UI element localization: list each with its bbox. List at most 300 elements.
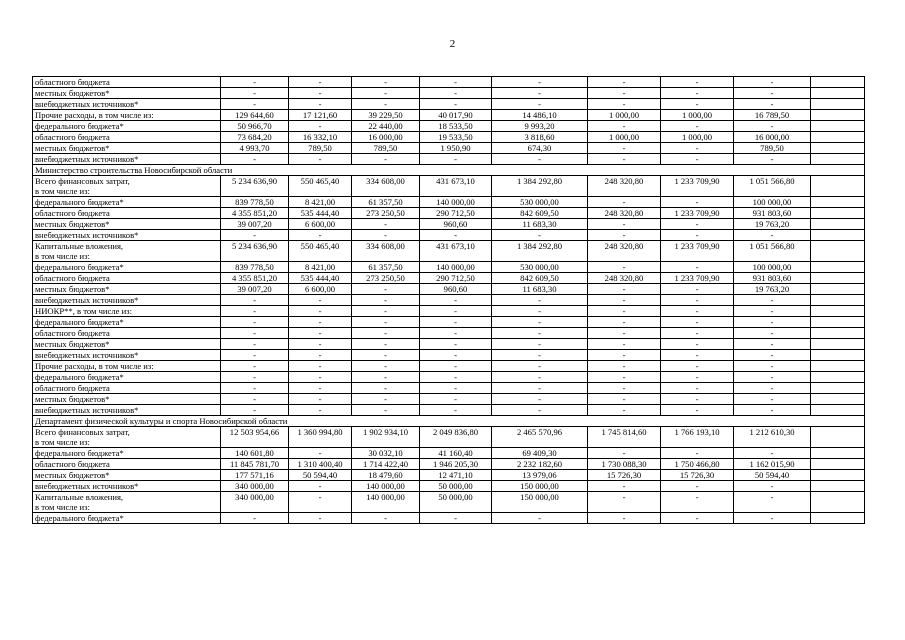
- value-cell: 550 465,40: [289, 176, 352, 197]
- value-cell: 2 465 570,96: [492, 427, 588, 448]
- value-cell: 248 320,80: [588, 176, 661, 197]
- table-row: [33, 306, 865, 317]
- value-cell: 19 533,50: [420, 132, 492, 143]
- empty-cell: [811, 208, 865, 219]
- row-label: Всего финансовых затрат, в том числе из:: [33, 176, 221, 197]
- value-cell: 4 355 851,20: [221, 208, 289, 219]
- value-cell: -: [289, 328, 352, 339]
- table-row: [33, 208, 865, 219]
- table-row: [33, 427, 865, 448]
- value-cell: 6 600,00: [289, 284, 352, 295]
- value-cell: -: [661, 230, 734, 241]
- value-cell: 1 745 814,60: [588, 427, 661, 448]
- value-cell: -: [420, 77, 492, 88]
- value-cell: -: [420, 350, 492, 361]
- value-cell: -: [420, 394, 492, 405]
- value-cell: -: [420, 328, 492, 339]
- value-cell: 340 000,00: [221, 481, 289, 492]
- value-cell: 1 000,00: [588, 132, 661, 143]
- table-row: [33, 339, 865, 350]
- row-label: федерального бюджета*: [33, 121, 221, 132]
- value-cell: 273 250,50: [352, 208, 420, 219]
- empty-cell: [811, 492, 865, 513]
- value-cell: -: [734, 405, 811, 416]
- table-row: [33, 372, 865, 383]
- value-cell: -: [588, 513, 661, 524]
- value-cell: -: [221, 306, 289, 317]
- value-cell: -: [289, 350, 352, 361]
- empty-cell: [811, 405, 865, 416]
- table-row: [33, 448, 865, 459]
- value-cell: -: [661, 339, 734, 350]
- empty-cell: [811, 262, 865, 273]
- value-cell: -: [420, 154, 492, 165]
- empty-cell: [811, 241, 865, 262]
- value-cell: -: [588, 372, 661, 383]
- value-cell: -: [221, 328, 289, 339]
- value-cell: -: [734, 121, 811, 132]
- value-cell: -: [352, 513, 420, 524]
- value-cell: -: [661, 99, 734, 110]
- value-cell: 431 673,10: [420, 241, 492, 262]
- row-label: местных бюджетов*: [33, 394, 221, 405]
- value-cell: -: [420, 405, 492, 416]
- value-cell: 1 946 205,30: [420, 459, 492, 470]
- row-label: Прочие расходы, в том числе из:: [33, 361, 221, 372]
- row-label: внебюджетных источников*: [33, 99, 221, 110]
- row-label: областного бюджета: [33, 328, 221, 339]
- value-cell: -: [492, 361, 588, 372]
- empty-cell: [811, 273, 865, 284]
- section-row: [33, 416, 865, 427]
- value-cell: 22 440,00: [352, 121, 420, 132]
- empty-cell: [811, 121, 865, 132]
- value-cell: -: [734, 230, 811, 241]
- value-cell: 5 234 636,90: [221, 241, 289, 262]
- value-cell: -: [289, 295, 352, 306]
- value-cell: -: [289, 383, 352, 394]
- value-cell: -: [661, 295, 734, 306]
- row-label: областного бюджета: [33, 459, 221, 470]
- value-cell: -: [420, 372, 492, 383]
- value-cell: 1 714 422,40: [352, 459, 420, 470]
- value-cell: -: [420, 383, 492, 394]
- value-cell: 431 673,10: [420, 176, 492, 197]
- value-cell: -: [221, 513, 289, 524]
- value-cell: -: [588, 405, 661, 416]
- value-cell: 1 902 934,10: [352, 427, 420, 448]
- value-cell: -: [492, 513, 588, 524]
- value-cell: -: [352, 295, 420, 306]
- value-cell: 960,60: [420, 284, 492, 295]
- value-cell: -: [420, 317, 492, 328]
- value-cell: 248 320,80: [588, 273, 661, 284]
- empty-cell: [811, 459, 865, 470]
- value-cell: -: [661, 143, 734, 154]
- value-cell: -: [352, 361, 420, 372]
- value-cell: -: [420, 339, 492, 350]
- value-cell: -: [492, 328, 588, 339]
- table-row: [33, 328, 865, 339]
- value-cell: -: [588, 328, 661, 339]
- value-cell: 3 818,60: [492, 132, 588, 143]
- value-cell: 1 051 566,80: [734, 241, 811, 262]
- value-cell: -: [661, 372, 734, 383]
- value-cell: -: [221, 77, 289, 88]
- value-cell: 4 355 851,20: [221, 273, 289, 284]
- value-cell: 140 000,00: [420, 197, 492, 208]
- table-row: [33, 176, 865, 197]
- value-cell: 1 212 610,30: [734, 427, 811, 448]
- value-cell: 13 979,06: [492, 470, 588, 481]
- empty-cell: [811, 350, 865, 361]
- table-row: [33, 284, 865, 295]
- value-cell: 40 017,90: [420, 110, 492, 121]
- row-label: областного бюджета: [33, 383, 221, 394]
- value-cell: -: [661, 154, 734, 165]
- value-cell: -: [420, 361, 492, 372]
- table-row: [33, 197, 865, 208]
- table-row: [33, 219, 865, 230]
- value-cell: -: [588, 448, 661, 459]
- value-cell: 334 608,00: [352, 241, 420, 262]
- table-row: [33, 361, 865, 372]
- value-cell: 14 486,10: [492, 110, 588, 121]
- value-cell: 50 000,00: [420, 492, 492, 513]
- value-cell: -: [289, 88, 352, 99]
- value-cell: -: [661, 394, 734, 405]
- empty-cell: [811, 230, 865, 241]
- value-cell: 1 051 566,80: [734, 176, 811, 197]
- value-cell: -: [661, 219, 734, 230]
- empty-cell: [811, 143, 865, 154]
- row-label: федерального бюджета*: [33, 262, 221, 273]
- value-cell: -: [352, 77, 420, 88]
- value-cell: 1 000,00: [661, 110, 734, 121]
- value-cell: 931 803,60: [734, 273, 811, 284]
- value-cell: -: [352, 350, 420, 361]
- value-cell: 100 000,00: [734, 197, 811, 208]
- value-cell: 1 310 400,40: [289, 459, 352, 470]
- value-cell: -: [352, 88, 420, 99]
- value-cell: -: [588, 262, 661, 273]
- value-cell: -: [352, 284, 420, 295]
- row-label: внебюджетных источников*: [33, 350, 221, 361]
- value-cell: 530 000,00: [492, 262, 588, 273]
- row-label: федерального бюджета*: [33, 513, 221, 524]
- value-cell: -: [420, 230, 492, 241]
- value-cell: -: [289, 481, 352, 492]
- value-cell: 16 000,00: [352, 132, 420, 143]
- value-cell: -: [588, 197, 661, 208]
- value-cell: -: [492, 317, 588, 328]
- value-cell: 4 993,70: [221, 143, 289, 154]
- table-row: [33, 230, 865, 241]
- value-cell: -: [352, 383, 420, 394]
- value-cell: -: [588, 284, 661, 295]
- table-row: [33, 481, 865, 492]
- value-cell: -: [734, 77, 811, 88]
- empty-cell: [811, 383, 865, 394]
- value-cell: -: [289, 492, 352, 513]
- value-cell: -: [661, 492, 734, 513]
- value-cell: -: [420, 99, 492, 110]
- value-cell: -: [221, 350, 289, 361]
- value-cell: 1 162 015,90: [734, 459, 811, 470]
- value-cell: -: [492, 295, 588, 306]
- value-cell: 16 789,50: [734, 110, 811, 121]
- value-cell: -: [352, 154, 420, 165]
- table-row: [33, 99, 865, 110]
- table-row: [33, 459, 865, 470]
- value-cell: -: [221, 372, 289, 383]
- value-cell: -: [588, 492, 661, 513]
- value-cell: 550 465,40: [289, 241, 352, 262]
- value-cell: 839 778,50: [221, 197, 289, 208]
- section-title: Департамент физической культуры и спорта Новосибирской области: [33, 416, 865, 427]
- table-row: [33, 470, 865, 481]
- value-cell: 16 000,00: [734, 132, 811, 143]
- value-cell: 150 000,00: [492, 492, 588, 513]
- value-cell: 8 421,00: [289, 262, 352, 273]
- value-cell: -: [492, 383, 588, 394]
- value-cell: -: [352, 317, 420, 328]
- value-cell: 16 332,10: [289, 132, 352, 143]
- value-cell: -: [588, 99, 661, 110]
- value-cell: -: [492, 99, 588, 110]
- value-cell: -: [588, 317, 661, 328]
- value-cell: -: [734, 350, 811, 361]
- table-row: [33, 77, 865, 88]
- value-cell: 1 360 994,80: [289, 427, 352, 448]
- value-cell: -: [588, 306, 661, 317]
- row-label: внебюджетных источников*: [33, 481, 221, 492]
- row-label: федерального бюджета*: [33, 197, 221, 208]
- row-label: местных бюджетов*: [33, 143, 221, 154]
- value-cell: 789,50: [352, 143, 420, 154]
- value-cell: -: [734, 306, 811, 317]
- value-cell: -: [289, 339, 352, 350]
- value-cell: -: [734, 99, 811, 110]
- value-cell: 674,30: [492, 143, 588, 154]
- value-cell: -: [661, 284, 734, 295]
- value-cell: -: [352, 394, 420, 405]
- value-cell: -: [734, 154, 811, 165]
- value-cell: -: [492, 339, 588, 350]
- value-cell: 1 233 709,90: [661, 273, 734, 284]
- value-cell: -: [588, 77, 661, 88]
- value-cell: -: [289, 361, 352, 372]
- value-cell: 1 950,90: [420, 143, 492, 154]
- empty-cell: [811, 328, 865, 339]
- value-cell: -: [661, 481, 734, 492]
- empty-cell: [811, 361, 865, 372]
- value-cell: 17 121,60: [289, 110, 352, 121]
- value-cell: -: [588, 143, 661, 154]
- empty-cell: [811, 197, 865, 208]
- row-label: федерального бюджета*: [33, 448, 221, 459]
- table-row: [33, 492, 865, 513]
- table-row: [33, 405, 865, 416]
- empty-cell: [811, 427, 865, 448]
- value-cell: -: [588, 361, 661, 372]
- value-cell: 140 000,00: [352, 481, 420, 492]
- value-cell: -: [588, 394, 661, 405]
- table-row: [33, 273, 865, 284]
- value-cell: -: [661, 383, 734, 394]
- row-label: внебюджетных источников*: [33, 230, 221, 241]
- page-number: 2: [449, 38, 456, 50]
- value-cell: -: [289, 306, 352, 317]
- value-cell: -: [734, 394, 811, 405]
- value-cell: 530 000,00: [492, 197, 588, 208]
- row-label: местных бюджетов*: [33, 339, 221, 350]
- value-cell: 931 803,60: [734, 208, 811, 219]
- value-cell: -: [588, 154, 661, 165]
- value-cell: -: [352, 328, 420, 339]
- value-cell: -: [734, 88, 811, 99]
- value-cell: 15 726,30: [588, 470, 661, 481]
- value-cell: -: [734, 481, 811, 492]
- value-cell: 789,50: [734, 143, 811, 154]
- value-cell: -: [492, 77, 588, 88]
- table-row: [33, 121, 865, 132]
- value-cell: 1 000,00: [588, 110, 661, 121]
- value-cell: -: [221, 394, 289, 405]
- table-row: [33, 88, 865, 99]
- table-body: [33, 77, 865, 524]
- value-cell: -: [588, 88, 661, 99]
- empty-cell: [811, 77, 865, 88]
- empty-cell: [811, 219, 865, 230]
- row-label: внебюджетных источников*: [33, 295, 221, 306]
- value-cell: -: [352, 372, 420, 383]
- value-cell: 960,60: [420, 219, 492, 230]
- value-cell: 12 503 954,66: [221, 427, 289, 448]
- value-cell: -: [420, 513, 492, 524]
- value-cell: -: [661, 328, 734, 339]
- table-row: [33, 154, 865, 165]
- value-cell: 273 250,50: [352, 273, 420, 284]
- value-cell: 19 763,20: [734, 284, 811, 295]
- value-cell: -: [221, 317, 289, 328]
- value-cell: 61 357,50: [352, 262, 420, 273]
- empty-cell: [811, 481, 865, 492]
- value-cell: -: [661, 77, 734, 88]
- row-label: местных бюджетов*: [33, 88, 221, 99]
- row-label: внебюджетных источников*: [33, 405, 221, 416]
- value-cell: 50 000,00: [420, 481, 492, 492]
- table-row: [33, 513, 865, 524]
- value-cell: -: [492, 350, 588, 361]
- row-label: внебюджетных источников*: [33, 154, 221, 165]
- value-cell: -: [420, 88, 492, 99]
- empty-cell: [811, 154, 865, 165]
- value-cell: 100 000,00: [734, 262, 811, 273]
- value-cell: -: [734, 448, 811, 459]
- value-cell: -: [221, 99, 289, 110]
- value-cell: -: [221, 154, 289, 165]
- value-cell: -: [661, 350, 734, 361]
- value-cell: -: [588, 481, 661, 492]
- value-cell: -: [734, 361, 811, 372]
- value-cell: -: [289, 372, 352, 383]
- value-cell: 5 234 636,90: [221, 176, 289, 197]
- table-row: [33, 350, 865, 361]
- empty-cell: [811, 339, 865, 350]
- value-cell: 11 683,30: [492, 284, 588, 295]
- row-label: Капитальные вложения, в том числе из:: [33, 492, 221, 513]
- value-cell: 39 007,20: [221, 284, 289, 295]
- row-label: федерального бюджета*: [33, 317, 221, 328]
- section-row: [33, 165, 865, 176]
- value-cell: 2 049 836,80: [420, 427, 492, 448]
- value-cell: -: [221, 383, 289, 394]
- row-label: местных бюджетов*: [33, 284, 221, 295]
- value-cell: 248 320,80: [588, 241, 661, 262]
- value-cell: -: [221, 88, 289, 99]
- value-cell: -: [661, 405, 734, 416]
- empty-cell: [811, 295, 865, 306]
- value-cell: -: [492, 88, 588, 99]
- value-cell: -: [661, 88, 734, 99]
- value-cell: -: [289, 230, 352, 241]
- value-cell: 1 233 709,90: [661, 176, 734, 197]
- value-cell: -: [734, 372, 811, 383]
- value-cell: -: [492, 230, 588, 241]
- value-cell: 50 966,70: [221, 121, 289, 132]
- value-cell: 842 609,50: [492, 208, 588, 219]
- row-label: местных бюджетов*: [33, 470, 221, 481]
- value-cell: 39 229,50: [352, 110, 420, 121]
- value-cell: 1 000,00: [661, 132, 734, 143]
- value-cell: 2 232 182,60: [492, 459, 588, 470]
- value-cell: -: [588, 339, 661, 350]
- value-cell: -: [734, 513, 811, 524]
- value-cell: 50 594,40: [734, 470, 811, 481]
- value-cell: -: [352, 230, 420, 241]
- value-cell: -: [492, 154, 588, 165]
- value-cell: -: [661, 513, 734, 524]
- value-cell: 789,50: [289, 143, 352, 154]
- value-cell: 839 778,50: [221, 262, 289, 273]
- empty-cell: [811, 88, 865, 99]
- value-cell: -: [734, 492, 811, 513]
- value-cell: -: [661, 448, 734, 459]
- value-cell: 18 479,60: [352, 470, 420, 481]
- empty-cell: [811, 513, 865, 524]
- empty-cell: [811, 306, 865, 317]
- empty-cell: [811, 284, 865, 295]
- value-cell: 1 384 292,80: [492, 241, 588, 262]
- value-cell: -: [352, 405, 420, 416]
- budget-table: [32, 76, 865, 524]
- value-cell: -: [289, 394, 352, 405]
- empty-cell: [811, 99, 865, 110]
- table-row: [33, 241, 865, 262]
- value-cell: 12 471,10: [420, 470, 492, 481]
- value-cell: 39 007,20: [221, 219, 289, 230]
- table-row: [33, 383, 865, 394]
- row-label: федерального бюджета*: [33, 372, 221, 383]
- value-cell: -: [352, 339, 420, 350]
- value-cell: -: [221, 230, 289, 241]
- empty-cell: [811, 470, 865, 481]
- value-cell: 61 357,50: [352, 197, 420, 208]
- table-row: [33, 132, 865, 143]
- value-cell: -: [289, 77, 352, 88]
- empty-cell: [811, 176, 865, 197]
